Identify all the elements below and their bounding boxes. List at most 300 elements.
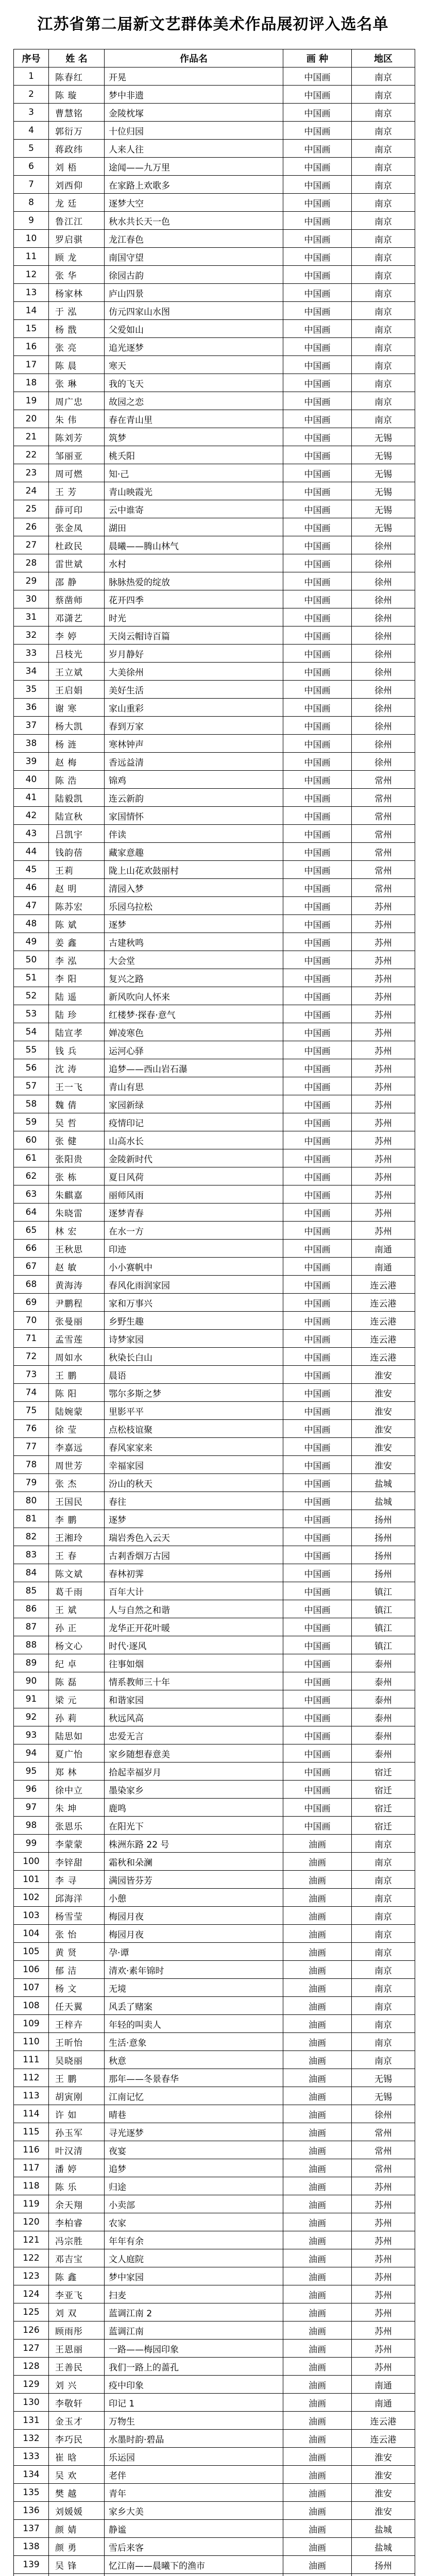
cell-category: 中国画 <box>283 1420 352 1438</box>
table-row <box>14 1799 415 1817</box>
cell-name: 王梓卉 <box>49 2015 105 2033</box>
cell-region: 南京 <box>352 1871 415 1889</box>
cell-name: 杨 戬 <box>49 320 105 338</box>
cell-index: 47 <box>14 897 49 915</box>
table-row <box>14 1871 415 1889</box>
cell-index: 105 <box>14 1943 49 1961</box>
cell-index: 12 <box>14 266 49 284</box>
cell-work: 幸福家园 <box>105 1456 283 1474</box>
cell-name: 王恩丽 <box>49 2340 105 2358</box>
cell-region: 徐州 <box>352 554 415 572</box>
cell-index: 15 <box>14 320 49 338</box>
cell-work: 归途 <box>105 2177 283 2195</box>
cell-region: 淮安 <box>352 2502 415 2520</box>
cell-category: 中国画 <box>283 248 352 266</box>
cell-work: 水墨时韵·碧晶 <box>105 2430 283 2448</box>
table-row <box>14 2376 415 2394</box>
cell-index: 61 <box>14 1149 49 1167</box>
cell-index: 9 <box>14 212 49 230</box>
cell-index: 58 <box>14 1095 49 1113</box>
cell-region: 无锡 <box>352 446 415 464</box>
cell-index: 76 <box>14 1420 49 1438</box>
cell-name: 冯宗胜 <box>49 2231 105 2249</box>
cell-name: 王莉 <box>49 861 105 879</box>
cell-region: 苏州 <box>352 987 415 1005</box>
cell-index: 128 <box>14 2358 49 2376</box>
cell-category: 中国画 <box>283 1005 352 1023</box>
cell-category: 中国画 <box>283 464 352 482</box>
cell-region: 淮安 <box>352 2448 415 2466</box>
cell-category: 中国画 <box>283 626 352 645</box>
cell-work: 我的飞天 <box>105 374 283 392</box>
cell-work: 夏日风荷 <box>105 1167 283 1185</box>
cell-name: 李 阳 <box>49 969 105 987</box>
cell-index: 49 <box>14 933 49 951</box>
cell-region: 连云港 <box>352 1348 415 1366</box>
cell-index: 39 <box>14 753 49 771</box>
cell-index: 31 <box>14 608 49 626</box>
cell-region: 南京 <box>352 122 415 140</box>
cell-name: 李锌甜 <box>49 1853 105 1871</box>
cell-name: 刘 双 <box>49 2303 105 2321</box>
header-category: 画 种 <box>283 49 352 67</box>
table-row <box>14 1113 415 1131</box>
cell-region: 苏州 <box>352 1095 415 1113</box>
table-row <box>14 1258 415 1276</box>
table-row <box>14 1294 415 1312</box>
cell-region: 泰州 <box>352 1690 415 1708</box>
cell-name: 陈 鑫 <box>49 2267 105 2285</box>
cell-index: 87 <box>14 1618 49 1636</box>
cell-region: 南京 <box>352 374 415 392</box>
cell-index: 81 <box>14 1510 49 1528</box>
cell-work: 秋水共长天一色 <box>105 212 283 230</box>
cell-name: 陈 磊 <box>49 1672 105 1690</box>
cell-name: 孙玉军 <box>49 2123 105 2141</box>
cell-index: 94 <box>14 1744 49 1762</box>
cell-category: 中国画 <box>283 302 352 320</box>
cell-region: 徐州 <box>352 608 415 626</box>
cell-category: 中国画 <box>283 212 352 230</box>
cell-category: 油画 <box>283 2394 352 2412</box>
cell-region: 南京 <box>352 248 415 266</box>
cell-index: 18 <box>14 374 49 392</box>
table-row <box>14 1095 415 1113</box>
cell-work: 庐山四景 <box>105 284 283 302</box>
header-index: 序号 <box>14 49 49 67</box>
cell-region: 无锡 <box>352 428 415 446</box>
cell-category: 油画 <box>283 2376 352 2394</box>
cell-category: 油画 <box>283 1961 352 1979</box>
cell-category: 中国画 <box>283 699 352 717</box>
cell-category: 中国画 <box>283 663 352 681</box>
cell-work: 年轻的叫卖人 <box>105 2015 283 2033</box>
table-row <box>14 1041 415 1059</box>
cell-work: 龙华正开花叶暖 <box>105 1618 283 1636</box>
cell-index: 59 <box>14 1113 49 1131</box>
table-row <box>14 717 415 735</box>
cell-region: 泰州 <box>352 1654 415 1672</box>
cell-region: 淮安 <box>352 1384 415 1402</box>
cell-work: 连云新韵 <box>105 789 283 807</box>
cell-index: 32 <box>14 626 49 645</box>
cell-region: 常州 <box>352 861 415 879</box>
cell-category: 中国画 <box>283 284 352 302</box>
cell-index: 4 <box>14 122 49 140</box>
table-row <box>14 825 415 843</box>
cell-index: 126 <box>14 2321 49 2340</box>
cell-name: 孙 正 <box>49 1618 105 1636</box>
cell-index: 38 <box>14 735 49 753</box>
cell-category: 中国画 <box>283 1492 352 1510</box>
cell-region: 苏州 <box>352 2195 415 2213</box>
cell-region: 无锡 <box>352 2087 415 2105</box>
cell-index: 84 <box>14 1564 49 1582</box>
cell-category: 中国画 <box>283 1113 352 1131</box>
cell-region: 苏州 <box>352 2231 415 2249</box>
cell-region: 连云港 <box>352 1330 415 1348</box>
table-row <box>14 879 415 897</box>
cell-work: 文人庭院 <box>105 2249 283 2267</box>
cell-name: 陈刘芳 <box>49 428 105 446</box>
table-row <box>14 1005 415 1023</box>
cell-index: 45 <box>14 861 49 879</box>
cell-work: 追梦——西山岩石瀑 <box>105 1059 283 1077</box>
cell-work: 脉脉热爱的绽放 <box>105 572 283 590</box>
cell-name: 谢 寒 <box>49 699 105 717</box>
cell-index: 131 <box>14 2412 49 2430</box>
cell-work: 春到万家 <box>105 717 283 735</box>
cell-name: 纪 卓 <box>49 1654 105 1672</box>
cell-work: 晨语 <box>105 1366 283 1384</box>
cell-category: 中国画 <box>283 861 352 879</box>
cell-category: 中国画 <box>283 608 352 626</box>
cell-work <box>105 2574 283 2576</box>
cell-work: 静谧 <box>105 2520 283 2538</box>
cell-index: 69 <box>14 1294 49 1312</box>
cell-category: 中国画 <box>283 1456 352 1474</box>
cell-region: 盐城 <box>352 2520 415 2538</box>
cell-category: 中国画 <box>283 1636 352 1654</box>
cell-index: 136 <box>14 2502 49 2520</box>
cell-index: 20 <box>14 410 49 428</box>
cell-name: 杨大凯 <box>49 717 105 735</box>
cell-work: 岁月静好 <box>105 645 283 663</box>
table-row <box>14 266 415 284</box>
cell-index: 26 <box>14 518 49 536</box>
cell-region: 南京 <box>352 104 415 122</box>
cell-work: 追光逐梦 <box>105 338 283 356</box>
table-row <box>14 1402 415 1420</box>
cell-index: 110 <box>14 2033 49 2051</box>
cell-work: 秋染长白山 <box>105 1348 283 1366</box>
cell-region: 扬州 <box>352 2556 415 2574</box>
table-row <box>14 2340 415 2358</box>
cell-region: 扬州 <box>352 1546 415 1564</box>
cell-name: 龙 廷 <box>49 194 105 212</box>
cell-work: 无境 <box>105 1979 283 1997</box>
page-title: 江苏省第二届新文艺群体美术作品展初评入选名单 <box>37 15 389 33</box>
table-row <box>14 2358 415 2376</box>
cell-name: 陆思如 <box>49 1726 105 1744</box>
cell-index: 6 <box>14 158 49 176</box>
cell-category: 中国画 <box>283 1510 352 1528</box>
cell-index: 101 <box>14 1871 49 1889</box>
cell-index: 97 <box>14 1799 49 1817</box>
cell-work: 美好生活 <box>105 681 283 699</box>
cell-work: 小卖部 <box>105 2195 283 2213</box>
cell-name: 张 亮 <box>49 338 105 356</box>
table-body <box>14 67 415 2576</box>
header-name: 姓 名 <box>49 49 105 67</box>
cell-region <box>352 2574 415 2576</box>
cell-work: 瑞岩秀色入云天 <box>105 1528 283 1546</box>
cell-region: 苏州 <box>352 1222 415 1240</box>
cell-index: 85 <box>14 1582 49 1600</box>
cell-work: 湖田 <box>105 518 283 536</box>
cell-index: 120 <box>14 2213 49 2231</box>
cell-category: 中国画 <box>283 1185 352 1204</box>
cell-region: 苏州 <box>352 2267 415 2285</box>
cell-category: 中国画 <box>283 428 352 446</box>
cell-index: 60 <box>14 1131 49 1149</box>
cell-name: 颜 勇 <box>49 2538 105 2556</box>
table-row <box>14 915 415 933</box>
cell-index: 107 <box>14 1979 49 1997</box>
table-row <box>14 1185 415 1204</box>
cell-name: 杨 涟 <box>49 735 105 753</box>
cell-work: 婵凌寒色 <box>105 1023 283 1041</box>
cell-region: 南京 <box>352 284 415 302</box>
cell-category: 中国画 <box>283 753 352 771</box>
cell-work: 梅园月夜 <box>105 1907 283 1925</box>
cell-work: 鄂尔多斯之梦 <box>105 1384 283 1402</box>
cell-work: 金陵新时代 <box>105 1149 283 1167</box>
cell-region: 常州 <box>352 2123 415 2141</box>
cell-index: 19 <box>14 392 49 410</box>
cell-work: 万物生 <box>105 2412 283 2430</box>
cell-category: 油画 <box>283 2051 352 2069</box>
table-row <box>14 951 415 969</box>
cell-region: 无锡 <box>352 500 415 518</box>
table-row <box>14 482 415 500</box>
cell-work: 蓝调江南 2 <box>105 2303 283 2321</box>
table-row <box>14 933 415 951</box>
cell-work: 青山有思 <box>105 1077 283 1095</box>
cell-name: 陆宣秋 <box>49 807 105 825</box>
table-row <box>14 2249 415 2267</box>
cell-work: 陇上山花欢鼓丽村 <box>105 861 283 879</box>
cell-category: 中国画 <box>283 645 352 663</box>
cell-index: 133 <box>14 2448 49 2466</box>
cell-category: 油画 <box>283 1907 352 1925</box>
cell-work: 仿元四家山水图 <box>105 302 283 320</box>
table-row <box>14 1222 415 1240</box>
cell-name: 陈 阳 <box>49 1384 105 1402</box>
cell-name: 王昕怡 <box>49 2033 105 2051</box>
cell-work: 家国情怀 <box>105 807 283 825</box>
cell-work: 人来人往 <box>105 140 283 158</box>
cell-index: 37 <box>14 717 49 735</box>
cell-index: 50 <box>14 951 49 969</box>
cell-name: 陆 遥 <box>49 987 105 1005</box>
cell-category: 中国画 <box>283 1204 352 1222</box>
cell-index: 129 <box>14 2376 49 2394</box>
cell-region: 徐州 <box>352 735 415 753</box>
cell-name: 张金凤 <box>49 518 105 536</box>
cell-name: 王立斌 <box>49 663 105 681</box>
cell-category: 中国画 <box>283 536 352 554</box>
table-row <box>14 410 415 428</box>
cell-index: 103 <box>14 1907 49 1925</box>
cell-name: 崔 晗 <box>49 2448 105 2466</box>
cell-name: 朱 伟 <box>49 410 105 428</box>
cell-category: 油画 <box>283 2033 352 2051</box>
table-row <box>14 140 415 158</box>
cell-work: 开晃 <box>105 67 283 86</box>
cell-category: 中国画 <box>283 1059 352 1077</box>
table-row <box>14 104 415 122</box>
cell-index: 123 <box>14 2267 49 2285</box>
table-row <box>14 2015 415 2033</box>
cell-name: 杨文心 <box>49 1636 105 1654</box>
cell-index: 86 <box>14 1600 49 1618</box>
cell-name: 王 鹏 <box>49 2069 105 2087</box>
cell-name: 吴 哲 <box>49 1113 105 1131</box>
table-row <box>14 1564 415 1582</box>
cell-category: 中国画 <box>283 230 352 248</box>
cell-index: 51 <box>14 969 49 987</box>
cell-category: 油画 <box>283 2195 352 2213</box>
cell-name: 张曼丽 <box>49 1312 105 1330</box>
cell-work: 风丢了赌案 <box>105 1997 283 2015</box>
table-row <box>14 2574 415 2576</box>
cell-region: 南通 <box>352 2394 415 2412</box>
cell-region: 南通 <box>352 1258 415 1276</box>
table-row <box>14 572 415 590</box>
cell-work: 霜秋和朵澜 <box>105 1853 283 1871</box>
cell-name: 陆毅凯 <box>49 789 105 807</box>
cell-work: 乡野生趣 <box>105 1312 283 1330</box>
cell-name: 杨 文 <box>49 1979 105 1997</box>
cell-category: 中国画 <box>283 1167 352 1185</box>
cell-index: 139 <box>14 2556 49 2574</box>
table-row <box>14 1131 415 1149</box>
cell-region: 苏州 <box>352 1041 415 1059</box>
cell-category: 中国画 <box>283 1384 352 1402</box>
cell-work: 寒林钟声 <box>105 735 283 753</box>
cell-work: 农家 <box>105 2213 283 2231</box>
cell-name: 王 斌 <box>49 1600 105 1618</box>
cell-region: 南京 <box>352 320 415 338</box>
table-row <box>14 1582 415 1600</box>
cell-category <box>283 2574 352 2576</box>
table-row <box>14 1077 415 1095</box>
results-table <box>13 49 415 2576</box>
cell-name: 尹鹏程 <box>49 1294 105 1312</box>
cell-category: 油画 <box>283 1979 352 1997</box>
cell-category: 中国画 <box>283 825 352 843</box>
cell-name: 张 怡 <box>49 1925 105 1943</box>
table-row <box>14 987 415 1005</box>
cell-region: 宿迁 <box>352 1799 415 1817</box>
cell-region: 徐州 <box>352 626 415 645</box>
cell-work: 故园之恋 <box>105 392 283 410</box>
cell-category: 油画 <box>283 1925 352 1943</box>
cell-index: 77 <box>14 1438 49 1456</box>
cell-region: 南京 <box>352 1943 415 1961</box>
cell-name: 张 杰 <box>49 1474 105 1492</box>
cell-category: 中国画 <box>283 1690 352 1708</box>
table-row <box>14 1546 415 1564</box>
cell-region: 无锡 <box>352 464 415 482</box>
cell-name: 梁 元 <box>49 1690 105 1708</box>
cell-category: 中国画 <box>283 1402 352 1420</box>
cell-name: 赵 梅 <box>49 753 105 771</box>
cell-region: 南京 <box>352 1925 415 1943</box>
cell-region: 常州 <box>352 879 415 897</box>
table-row <box>14 1149 415 1167</box>
cell-name: 陈春红 <box>49 67 105 86</box>
table-row <box>14 392 415 410</box>
table-row <box>14 1618 415 1636</box>
table-row <box>14 1420 415 1438</box>
cell-category: 中国画 <box>283 356 352 374</box>
table-row <box>14 2303 415 2321</box>
cell-name: 王秋思 <box>49 1240 105 1258</box>
cell-category: 中国画 <box>283 1438 352 1456</box>
cell-category: 中国画 <box>283 1726 352 1744</box>
cell-category: 中国画 <box>283 338 352 356</box>
cell-work: 南国守望 <box>105 248 283 266</box>
cell-index: 92 <box>14 1708 49 1726</box>
cell-index: 3 <box>14 104 49 122</box>
cell-work: 乐园乌拉松 <box>105 897 283 915</box>
cell-work: 运河心驿 <box>105 1041 283 1059</box>
table-row <box>14 1690 415 1708</box>
table-row <box>14 861 415 879</box>
table-row <box>14 338 415 356</box>
cell-region: 徐州 <box>352 699 415 717</box>
cell-region: 苏州 <box>352 1005 415 1023</box>
cell-category: 中国画 <box>283 1222 352 1240</box>
cell-name: 赵 敏 <box>49 1258 105 1276</box>
table-row <box>14 1726 415 1744</box>
cell-name: 陆 珍 <box>49 1005 105 1023</box>
cell-name: 孟雪莲 <box>49 1330 105 1348</box>
cell-index: 99 <box>14 1835 49 1853</box>
cell-category: 中国画 <box>283 1330 352 1348</box>
cell-work: 我们一路上的蔷孔 <box>105 2358 283 2376</box>
cell-index: 33 <box>14 645 49 663</box>
table-row <box>14 626 415 645</box>
cell-region: 苏州 <box>352 1149 415 1167</box>
cell-name: 刘 梧 <box>49 158 105 176</box>
cell-index: 134 <box>14 2466 49 2484</box>
cell-work: 印迹 <box>105 1240 283 1258</box>
cell-region: 南通 <box>352 1240 415 1258</box>
cell-name: 叶汉清 <box>49 2141 105 2159</box>
cell-index: 43 <box>14 825 49 843</box>
cell-region: 连云港 <box>352 2430 415 2448</box>
cell-category: 油画 <box>283 1835 352 1853</box>
table-row <box>14 1762 415 1781</box>
cell-name: 夏广怡 <box>49 1744 105 1762</box>
cell-work: 秋意 <box>105 2051 283 2069</box>
cell-region: 南京 <box>352 1853 415 1871</box>
cell-category: 中国画 <box>283 807 352 825</box>
cell-index: 53 <box>14 1005 49 1023</box>
